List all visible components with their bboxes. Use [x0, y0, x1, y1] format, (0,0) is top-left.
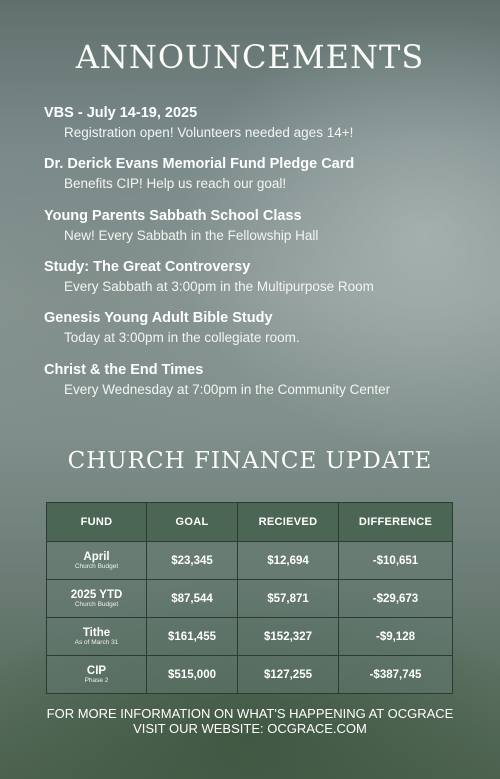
goal-cell: $23,345: [147, 542, 238, 580]
fund-cell: [47, 580, 147, 618]
column-header-goal: GOAL: [147, 503, 238, 542]
announcement-heading: VBS - July 14-19, 2025: [44, 105, 198, 121]
announcement-heading: Study: The Great Controversy: [44, 259, 251, 275]
received-cell: $152,327: [238, 618, 339, 656]
announcement-heading: Christ & the End Times: [44, 362, 204, 378]
announcement-item: [44, 155, 484, 193]
announcement-detail: New! Every Sabbath in the Fellowship Hall: [64, 228, 319, 243]
footer-website-line: VISIT OUR WEBSITE: OCGRACE.COM: [133, 721, 367, 736]
fund-note: Church Budget: [74, 563, 119, 570]
column-header-fund: FUND: [47, 503, 147, 542]
fund-cell: [47, 542, 147, 580]
fund-name: 2025 YTD: [70, 589, 123, 601]
announcement-detail: Registration open! Volunteers needed ages 14+!: [64, 125, 354, 140]
fund-cell: [47, 618, 147, 656]
footer-info-line: FOR MORE INFORMATION ON WHAT'S HAPPENING AT OCGRACE: [46, 706, 454, 721]
goal-cell: $87,544: [147, 580, 238, 618]
announcement-item: [44, 309, 484, 347]
footer: [0, 706, 500, 736]
table-row: [47, 580, 453, 618]
announcements-title: ANNOUNCEMENTS: [75, 38, 425, 76]
fund-cell: [47, 656, 147, 694]
announcement-item: [44, 258, 484, 296]
fund-note: As of March 31: [74, 639, 119, 646]
announcement-item: [44, 361, 484, 399]
fund-name: Tithe: [82, 627, 111, 639]
fund-name: April: [83, 551, 110, 563]
goal-cell: $161,455: [147, 618, 238, 656]
announcement-heading: Young Parents Sabbath School Class: [44, 208, 302, 224]
received-cell: $127,255: [238, 656, 339, 694]
fund-note: Phase 2: [84, 677, 109, 684]
column-header-difference: DIFFERENCE: [339, 503, 453, 542]
announcement-detail: Every Sabbath at 3:00pm in the Multipurpose Room: [64, 279, 374, 294]
received-cell: $12,694: [238, 542, 339, 580]
difference-cell: -$9,128: [339, 618, 453, 656]
difference-cell: -$387,745: [339, 656, 453, 694]
finance-table: [46, 502, 453, 694]
goal-cell: $515,000: [147, 656, 238, 694]
difference-cell: -$10,651: [339, 542, 453, 580]
finance-title: CHURCH FINANCE UPDATE: [67, 448, 433, 474]
fund-name: CIP: [86, 665, 107, 677]
announcement-heading: Genesis Young Adult Bible Study: [44, 310, 273, 326]
announcement-heading: Dr. Derick Evans Memorial Fund Pledge Card: [44, 156, 355, 172]
table-row: [47, 618, 453, 656]
announcement-detail: Today at 3:00pm in the collegiate room.: [64, 330, 300, 345]
announcement-detail: Every Wednesday at 7:00pm in the Community Center: [64, 382, 391, 397]
received-cell: $57,871: [238, 580, 339, 618]
announcement-item: [44, 207, 484, 245]
column-header-received: RECIEVED: [238, 503, 339, 542]
table-header-row: [47, 503, 453, 542]
difference-cell: -$29,673: [339, 580, 453, 618]
announcement-item: [44, 104, 484, 142]
table-row: [47, 656, 453, 694]
announcement-detail: Benefits CIP! Help us reach our goal!: [64, 176, 287, 191]
fund-note: Church Budget: [74, 601, 119, 608]
table-row: [47, 542, 453, 580]
